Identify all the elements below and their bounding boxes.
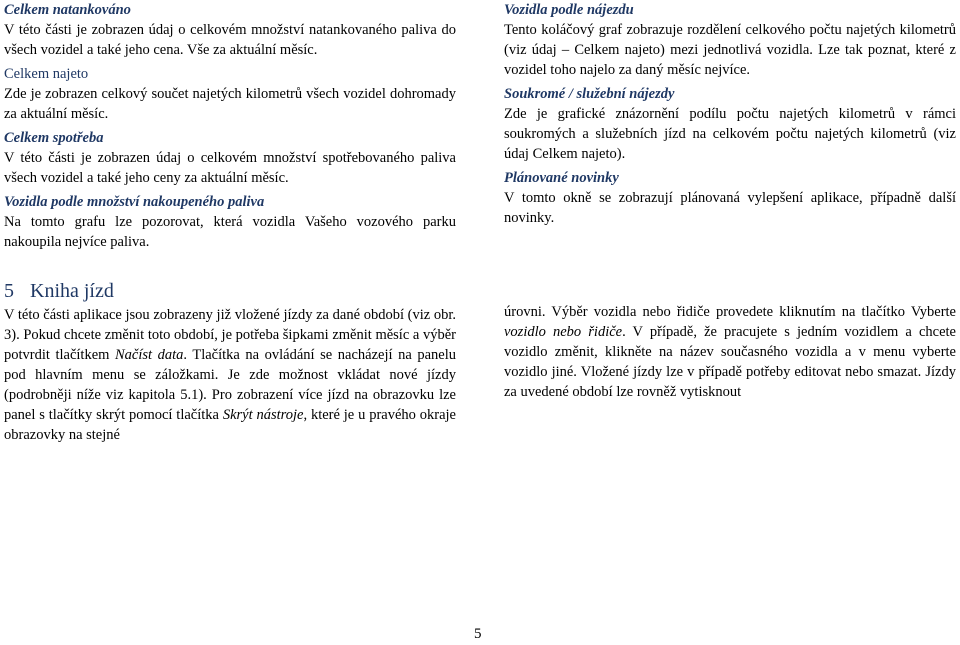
paragraph-vozidla-palivo: Na tomto grafu lze pozorovat, která vozidla Vašeho vozového parku nakoupila nejvíce paliva. xyxy=(4,214,456,250)
text-span: . V případě, že pracujete s jedním vozidlem a chcete vozidlo změnit, klikněte na název současného vozidla a v menu vyberte vozidlo jiné. Vložené jízdy lze v případě potřeby editovat nebo smazat. Jízdy za uvedené období lze rovněž vytisknout xyxy=(504,324,956,400)
paragraph-celkem-najeto: Zde je zobrazen celkový součet najetých kilometrů všech vozidel dohromady za aktuální měsíc. xyxy=(4,86,456,122)
emphasis-nacist-data: Načíst data xyxy=(115,347,184,363)
paragraph-celkem-natankovano: V této části je zobrazen údaj o celkovém množství natankovaného paliva do všech vozidel a také jeho cena. Vše za aktuální měsíc. xyxy=(4,22,456,58)
paragraph-planovane-novinky: V tomto okně se zobrazují plánovaná vylepšení aplikace, případně další novinky. xyxy=(504,190,956,226)
heading-celkem-najeto: Celkem najeto xyxy=(4,66,89,82)
text-span: . Tlačítka na ovládání se nacházejí na panelu pod hlavním menu se záložkami. Je zde možnost vkládat nové jízdy (podrobněji níže viz kapitola 5.1). Pro zobrazení více jízd na obrazovku lze panel s tlačítky skrýt pomocí tlačítka xyxy=(4,347,456,423)
heading-celkem-spotreba: Celkem spotřeba xyxy=(4,130,104,146)
heading-vozidla-najezd: Vozidla podle nájezdu xyxy=(504,2,634,18)
heading-celkem-natankovano: Celkem natankováno xyxy=(4,2,131,18)
paragraph-celkem-spotreba: V této části je zobrazen údaj o celkovém množství spotřebovaného paliva všech vozidel a také jeho ceny za aktuální měsíc. xyxy=(4,150,456,186)
left-column-chapter xyxy=(4,279,456,451)
chapter-paragraph-right xyxy=(504,302,956,402)
right-column-chapter xyxy=(504,302,956,408)
paragraph-soukrome-sluzebni: Zde je grafické znázornění podílu počtu najetých kilometrů v rámci soukromých a služebních jízd na celkovém počtu najetých kilometrů (viz údaj Celkem najeto). xyxy=(504,106,956,162)
text-span: V této části aplikace jsou zobrazeny již vložené jízdy za dané období (viz obr. 3). Pokud chcete změnit toto období, je potřeba šipkami změnit měsíc a výběr potvrdit tlačítkem xyxy=(4,307,456,363)
chapter-paragraph-left xyxy=(4,305,456,445)
heading-planovane-novinky: Plánované novinky xyxy=(504,170,619,186)
chapter-title: Kniha jízd xyxy=(30,280,114,302)
heading-vozidla-palivo: Vozidla podle množství nakoupeného paliva xyxy=(4,194,265,210)
paragraph-vozidla-najezd: Tento koláčový graf zobrazuje rozdělení celkového počtu najetých kilometrů (viz údaj – Celkem najeto) mezi jednotlivá vozidla. Lze tak poznat, které z vozidel toho najelo za daný měsíc nejvíce. xyxy=(504,22,956,78)
chapter-number: 5 xyxy=(4,280,14,302)
text-span: úrovni. Výběr vozidla nebo řidiče provedete kliknutím na tlačítko Vyberte xyxy=(504,304,956,320)
left-column-top xyxy=(4,0,456,256)
right-column-top xyxy=(504,0,956,232)
heading-soukrome-sluzebni: Soukromé / služební nájezdy xyxy=(504,86,675,102)
emphasis-vozidlo-ridice: vozidlo nebo řidiče xyxy=(504,324,623,340)
emphasis-skryt-nastroje: Skrýt nástroje xyxy=(222,407,304,423)
chapter-heading xyxy=(4,279,456,303)
page-number: 5 xyxy=(474,626,482,642)
text-span: , které je u pravého okraje obrazovky na stejné xyxy=(4,407,456,443)
